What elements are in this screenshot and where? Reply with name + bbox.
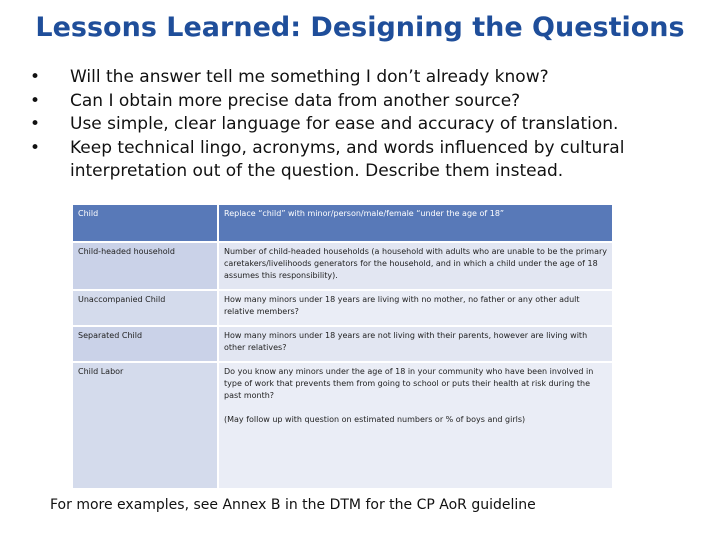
bullet-text: Use simple, clear language for ease and accuracy of translation. [70,114,619,134]
bullet-marker: • [30,67,41,87]
table-cell-description: How many minors under 18 years are living with no mother, no father or any other adult relative members? [218,290,613,326]
terminology-table [71,203,614,490]
slide-title: Lessons Learned: Designing the Questions [35,12,685,43]
bullet-marker: • [30,114,41,134]
table-cell-term: Child Labor [72,362,218,489]
bullet-item [30,113,700,137]
table-cell-term: Separated Child [72,326,218,362]
bullet-text: Will the answer tell me something I don’t already know? [70,67,549,87]
table-cell-term: Unaccompanied Child [72,290,218,326]
child-labor-question: Do you know any minors under the age of 18 in your community who have been involved in type of work that prevents them from going to school or puts their health at risk during the past month? [224,367,594,400]
table-cell-term: Child [72,204,218,242]
table-cell-description: How many minors under 18 years are not living with their parents, however are living with other relatives? [218,326,613,362]
footer-note: For more examples, see Annex B in the DTM for the CP AoR guideline [50,497,536,513]
table-row [72,204,613,242]
follow-up-note: (May follow up with question on estimated numbers or % of boys and girls) [224,415,526,424]
bullet-text: Can I obtain more precise data from another source? [70,90,521,111]
bullet-text: Keep technical lingo, acronyms, and words influenced by cultural interpretation out of the question. Describe them instead. [70,137,625,181]
bullet-item [30,90,700,114]
bullet-item [30,137,700,184]
table-cell-term: Child-headed household [72,242,218,290]
table-row [72,242,613,290]
table-cell-description [218,362,613,489]
bullet-marker: • [30,90,41,111]
bullet-list [30,66,700,184]
table-row [72,362,613,489]
table-row [72,326,613,362]
bullet-item [30,66,700,90]
bullet-marker: • [30,137,41,158]
table-cell-description: Number of child-headed households (a household with adults who are unable to be the primary caretakers/livelihoods generators for the household, and in which a child under the age of 18 assumes this responsibility). [218,242,613,290]
table-cell-description: Replace “child” with minor/person/male/female “under the age of 18” [218,204,613,242]
table-row [72,290,613,326]
